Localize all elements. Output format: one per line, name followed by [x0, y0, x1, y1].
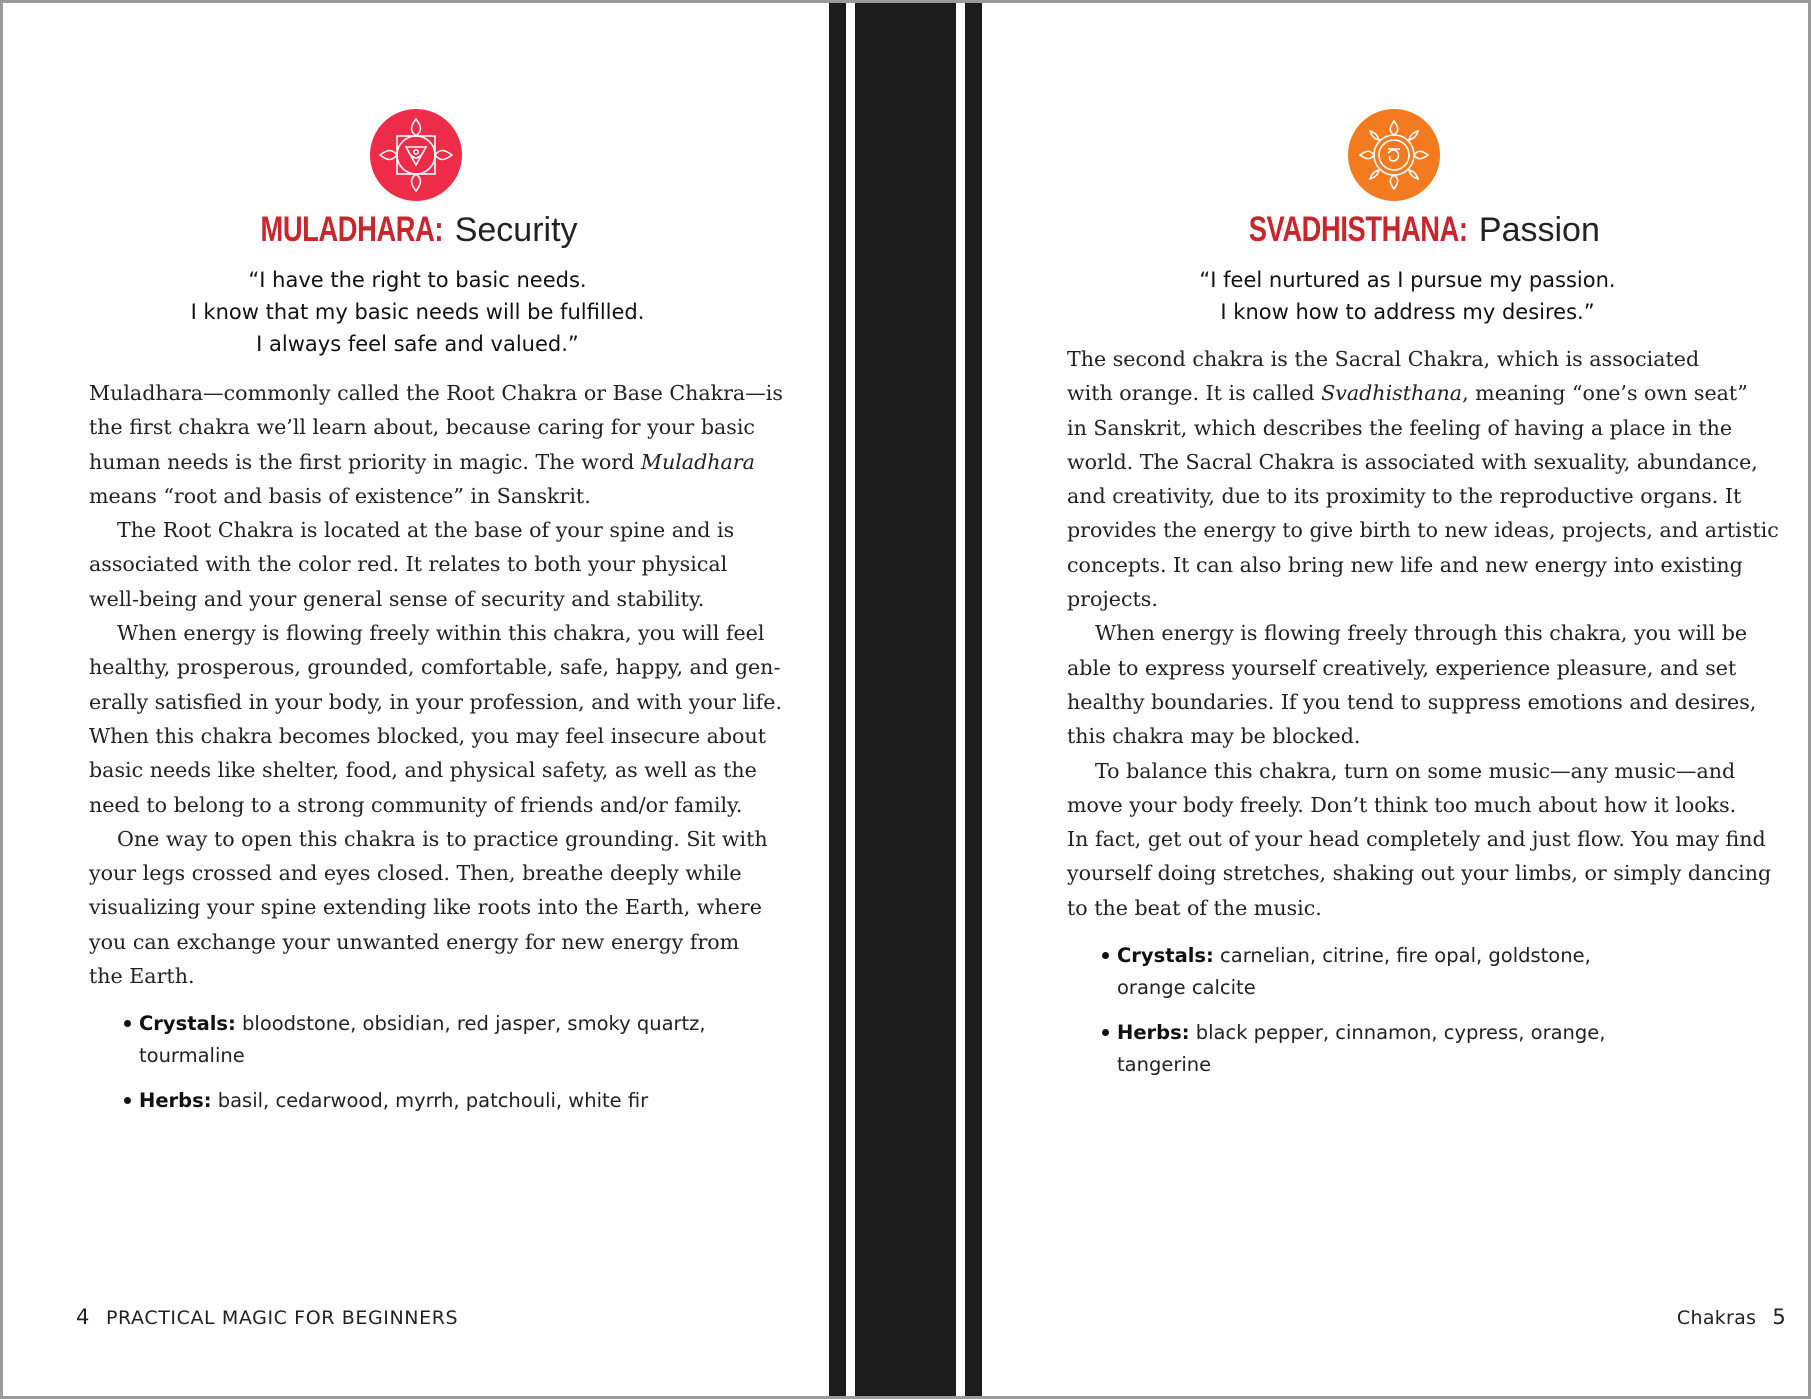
body-line — [1067, 376, 1747, 410]
body-line: provides the energy to give birth to new ideas, projects, and artistic — [1067, 518, 1779, 543]
body-line: Muladhara—commonly called the Root Chakra or Base Chakra—is — [89, 381, 783, 405]
bullet-text: carnelian, citrine, fire opal, goldstone, — [1213, 944, 1591, 967]
emphasis-text: Muladhara — [640, 449, 755, 474]
emphasis-text: Svadhisthana — [1321, 381, 1463, 406]
body-line: to the beat of the music. — [1067, 895, 1322, 920]
body-line — [89, 445, 755, 479]
affirmation-line: I always feel safe and valued.” — [256, 332, 579, 356]
page-footer — [76, 1305, 458, 1329]
bullet-line — [1117, 940, 1739, 972]
body-text — [89, 376, 783, 993]
body-line: the first chakra we’ll learn about, because caring for your basic — [89, 415, 755, 440]
gutter-stripe — [965, 3, 982, 1396]
bullet-line — [139, 1040, 761, 1072]
body-line: associated with the color red. It relates to both your physical — [89, 552, 728, 577]
affirmation-line: I know how to address my desires.” — [1220, 300, 1595, 324]
chakra-theme: Security — [454, 211, 578, 249]
bullet-text: orange calcite — [1117, 976, 1256, 999]
bullet-item — [1099, 940, 1739, 1004]
body-line: yourself doing stretches, shaking out your limbs, or simply dancing — [1067, 861, 1772, 886]
affirmation-line: I know that my basic needs will be fulfilled. — [190, 300, 645, 324]
sacral-chakra-icon — [1348, 109, 1440, 201]
page-footer — [1677, 1305, 1786, 1329]
body-line: When this chakra becomes blocked, you may feel insecure about — [89, 723, 766, 748]
body-line: your legs crossed and eyes closed. Then, breathe deeply while — [89, 861, 742, 886]
page-number: 5 — [1772, 1305, 1786, 1329]
chakra-name: MULADHARA: — [260, 210, 444, 249]
bullet-dot-icon — [124, 1097, 131, 1104]
affirmation — [5, 264, 830, 360]
body-line: the Earth. — [89, 964, 195, 989]
bullet-text: black pepper, cinnamon, cypress, orange, — [1189, 1021, 1606, 1044]
body-line: visualizing your spine extending like roots into the Earth, where — [89, 895, 762, 920]
left-page — [3, 0, 828, 1399]
affirmation — [995, 264, 1811, 328]
body-text-run: with orange. It is called — [1067, 381, 1322, 406]
gutter-stripe — [829, 3, 846, 1396]
body-line: To balance this chakra, turn on some music—any music—and — [1095, 758, 1736, 783]
bullet-text: basil, cedarwood, myrrh, patchouli, white fir — [211, 1089, 649, 1112]
gutter-band — [855, 3, 956, 1396]
body-line: world. The Sacral Chakra is associated with sexuality, abundance, — [1067, 449, 1758, 474]
bullet-text: tangerine — [1117, 1053, 1212, 1076]
body-line: healthy boundaries. If you tend to suppress emotions and desires, — [1067, 689, 1757, 714]
bullet-dot-icon — [1102, 1029, 1109, 1036]
body-line: erally satisfied in your body, in your profession, and with your life. — [89, 689, 783, 714]
bullet-line — [1117, 1049, 1739, 1081]
bullet-text: bloodstone, obsidian, red jasper, smoky quartz, — [235, 1012, 706, 1035]
bullet-label: Crystals: — [1117, 944, 1214, 967]
bullet-label: Herbs: — [1117, 1021, 1190, 1044]
running-head: PRACTICAL MAGIC FOR BEGINNERS — [105, 1307, 459, 1329]
body-line: and creativity, due to its proximity to the reproductive organs. It — [1067, 484, 1742, 509]
body-line: projects. — [1067, 587, 1158, 612]
right-page — [983, 0, 1808, 1399]
body-text — [1067, 342, 1779, 925]
affirmation-line: “I have the right to basic needs. — [248, 268, 587, 292]
body-text-run: human needs is the first priority in magic. The word — [89, 449, 641, 474]
root-chakra-icon — [370, 109, 462, 201]
bullet-item — [121, 1085, 761, 1117]
chakra-title — [1, 208, 826, 252]
bullet-line — [1117, 972, 1739, 1004]
body-line: One way to open this chakra is to practice grounding. Sit with — [117, 826, 768, 851]
chakra-title — [1001, 208, 1811, 252]
body-line: you can exchange your unwanted energy for new energy from — [89, 929, 740, 954]
chakra-theme: Passion — [1478, 211, 1600, 249]
bullet-label: Herbs: — [139, 1089, 212, 1112]
bullet-dot-icon — [1102, 952, 1109, 959]
body-line: means “root and basis of existence” in Sanskrit. — [89, 483, 591, 508]
affirmation-line: “I feel nurtured as I pursue my passion. — [1199, 268, 1616, 292]
body-line: When energy is flowing freely within this chakra, you will feel — [117, 621, 765, 646]
correspondence-list — [1099, 940, 1739, 1094]
bullet-line — [139, 1085, 761, 1117]
body-line: move your body freely. Don’t think too much about how it looks. — [1067, 792, 1737, 817]
bullet-line — [1117, 1017, 1739, 1049]
bullet-line — [139, 1008, 761, 1040]
body-line: need to belong to a strong community of friends and/or family. — [89, 792, 743, 817]
chakra-name: SVADHISTHANA: — [1248, 210, 1468, 249]
body-line: When energy is flowing freely through this chakra, you will be — [1095, 621, 1748, 646]
bullet-item — [121, 1008, 761, 1072]
body-text-run: , meaning “one’s own seat” — [1462, 381, 1748, 406]
correspondence-list — [121, 1008, 761, 1130]
body-line: concepts. It can also bring new life and new energy into existing — [1067, 552, 1743, 577]
running-head: Chakras — [1676, 1307, 1757, 1329]
body-line: In fact, get out of your head completely and just flow. You may find — [1067, 827, 1766, 852]
body-line: in Sanskrit, which describes the feeling of having a place in the — [1067, 415, 1733, 440]
body-line: The Root Chakra is located at the base of your spine and is — [117, 518, 735, 543]
page-number: 4 — [76, 1305, 90, 1329]
body-line: The second chakra is the Sacral Chakra, which is associated — [1067, 347, 1700, 371]
body-line: well-being and your general sense of security and stability. — [89, 586, 705, 611]
body-line: healthy, prosperous, grounded, comfortable, safe, happy, and gen- — [89, 655, 781, 680]
body-line: basic needs like shelter, food, and physical safety, as well as the — [89, 758, 757, 783]
bullet-text: tourmaline — [139, 1044, 245, 1067]
bullet-label: Crystals: — [139, 1012, 236, 1035]
body-line: able to express yourself creatively, experience pleasure, and set — [1067, 655, 1737, 680]
bullet-item — [1099, 1017, 1739, 1081]
body-line: this chakra may be blocked. — [1067, 724, 1361, 749]
bullet-dot-icon — [124, 1020, 131, 1027]
